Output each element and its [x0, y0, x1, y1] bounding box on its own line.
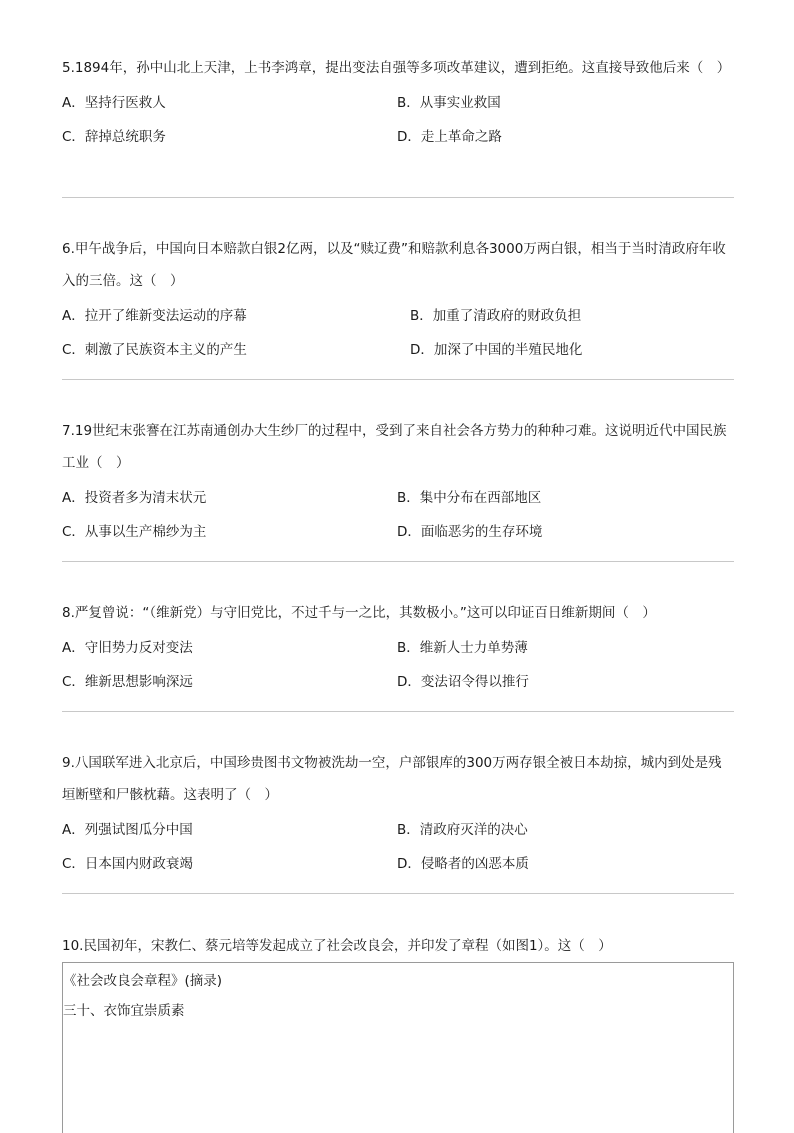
option-c[interactable]: C．从事以生产棉纱为主	[62, 524, 207, 540]
option-a[interactable]: A．列强试图瓜分中国	[62, 822, 193, 838]
option-b[interactable]: B．加重了清政府的财政负担	[410, 308, 582, 324]
option-d[interactable]: D．面临恶劣的生存环境	[397, 524, 543, 540]
option-a[interactable]: A．守旧势力反对变法	[62, 640, 193, 656]
question-stem: 5.1894年，孙中山北上天津，上书李鸿章，提出变法自强等多项改革建议，遭到拒绝。这直接导致他后来（ ）	[62, 60, 731, 76]
option-c[interactable]: C．维新思想影响深远	[62, 674, 193, 690]
option-d[interactable]: D．走上革命之路	[397, 129, 502, 145]
question-7	[62, 415, 734, 549]
option-b[interactable]: B．维新人士力单势薄	[397, 640, 528, 656]
question-stem: 10.民国初年，宋教仁、蔡元培等发起成立了社会改良会，并印发了章程（如图1）。这（ ）	[62, 938, 612, 954]
option-c[interactable]: C．日本国内财政衰竭	[62, 856, 193, 872]
question-8	[62, 597, 734, 699]
excerpt-line: 三十、衣饰宜崇质素	[63, 1003, 185, 1019]
option-a[interactable]: A．投资者多为清末状元	[62, 490, 207, 506]
question-stem: 6.甲午战争后，中国向日本赔款白银2亿两，以及“赎辽费”和赔款利息各3000万两白银，相当于当时清政府年收入的三倍。这（ ）	[62, 241, 726, 289]
option-a[interactable]: A．坚持行医救人	[62, 95, 166, 111]
option-b[interactable]: B．集中分布在西部地区	[397, 490, 542, 506]
option-b[interactable]: B．清政府灭洋的决心	[397, 822, 528, 838]
options	[62, 813, 734, 881]
question-stem: 8.严复曾说：“（维新党）与守旧党比，不过千与一之比，其数极小。”这可以印证百日维新期间（ ）	[62, 605, 656, 621]
divider	[62, 197, 734, 198]
question-10	[62, 930, 734, 962]
options	[62, 631, 734, 699]
excerpt-box	[62, 962, 734, 1133]
option-c[interactable]: C．辞掉总统职务	[62, 129, 166, 145]
question-stem: 9.八国联军进入北京后，中国珍贵图书文物被洗劫一空，户部银库的300万两存银全被日本劫掠，城内到处是残垣断壁和尸骸枕藉。这表明了（ ）	[62, 755, 722, 803]
question-6	[62, 233, 734, 367]
option-d[interactable]: D．侵略者的凶恶本质	[397, 856, 529, 872]
option-d[interactable]: D．变法诏令得以推行	[397, 674, 529, 690]
question-9	[62, 747, 734, 881]
divider	[62, 893, 734, 894]
option-c[interactable]: C．刺激了民族资本主义的产生	[62, 342, 247, 358]
options	[62, 481, 734, 549]
question-5	[62, 52, 734, 154]
divider	[62, 379, 734, 380]
option-d[interactable]: D．加深了中国的半殖民地化	[410, 342, 583, 358]
option-a[interactable]: A．拉开了维新变法运动的序幕	[62, 308, 247, 324]
excerpt-title: 《社会改良会章程》(摘录)	[63, 973, 223, 989]
question-stem: 7.19世纪末张謇在江苏南通创办大生纱厂的过程中，受到了来自社会各方势力的种种刁难。这说明近代中国民族工业（ ）	[62, 423, 727, 471]
divider	[62, 561, 734, 562]
divider	[62, 711, 734, 712]
options	[62, 299, 734, 367]
option-b[interactable]: B．从事实业救国	[397, 95, 501, 111]
options	[62, 86, 734, 154]
